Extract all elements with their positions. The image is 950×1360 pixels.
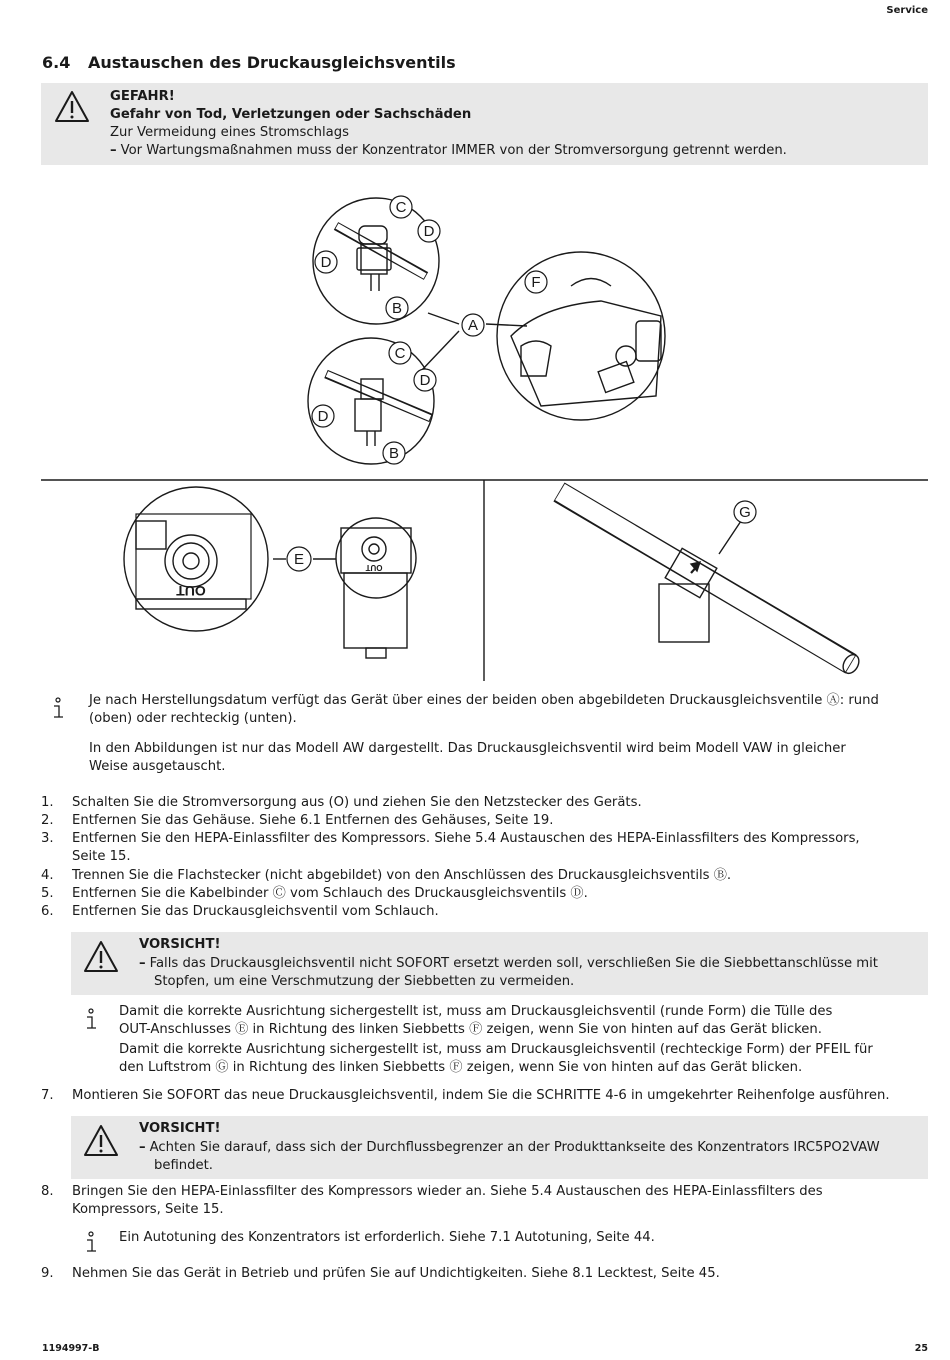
warning-triangle-icon <box>83 940 119 973</box>
rect-valve-detail <box>308 338 434 464</box>
callout-b2 <box>383 442 405 464</box>
note1-p1-line2: (oben) oder rechteckig (unten). <box>89 711 297 726</box>
callout-d1 <box>418 220 440 242</box>
running-header: Service <box>886 5 928 16</box>
warning-triangle-icon <box>54 90 90 123</box>
svg-text:C: C <box>395 199 407 216</box>
callout-c2 <box>389 342 411 364</box>
caution1-line1-text: Falls das Druckausgleichsventil nicht SOFORT ersetzt werden soll, verschließen Sie die Siebbettanschlüsse mit <box>149 956 878 971</box>
svg-text:C: C <box>394 345 406 362</box>
out-label-small: OUT <box>365 563 383 572</box>
caution1-line2: Stopfen, um eine Verschmutzung der Siebbetten zu vermeiden. <box>154 974 575 989</box>
svg-text:G: G <box>739 504 751 521</box>
info-icon <box>82 1231 100 1255</box>
caution2-line1: – Achten Sie darauf, dass sich der Durchflussbegrenzer an der Produkttankseite des Konzentrators IRC5PO2VAW <box>139 1140 880 1155</box>
svg-text:A: A <box>467 317 479 334</box>
section-title <box>42 53 456 72</box>
footer-page-number: 25 <box>914 1343 928 1354</box>
svg-text:E: E <box>293 551 305 568</box>
danger-item-text: Vor Wartungsmaßnahmen muss der Konzentrator IMMER von der Stromversorgung getrennt werden. <box>120 143 787 158</box>
section-title-text: Austauschen des Druckausgleichsventils <box>88 53 456 72</box>
info-icon <box>49 697 67 721</box>
callout-c1 <box>390 196 412 218</box>
callout-e <box>287 547 311 571</box>
note1-p2-line2: Weise ausgetauscht. <box>89 759 226 774</box>
note1-p1-line1: Je nach Herstellungsdatum verfügt das Gerät über eines der beiden oben abgebildeten Druckausgleichsventile Ⓐ: rund <box>89 693 879 708</box>
caution2-line1-text: Achten Sie darauf, dass sich der Durchflussbegrenzer an der Produkttankseite des Konzentrators IRC5PO2VAW <box>149 1140 880 1155</box>
callout-b1 <box>386 297 408 319</box>
out-label-large: OUT <box>176 583 206 599</box>
svg-text:D: D <box>419 372 431 389</box>
caution-box-1 <box>71 932 928 995</box>
concentrator-detail <box>497 252 665 420</box>
danger-item: – Vor Wartungsmaßnahmen muss der Konzentrator IMMER von der Stromversorgung getrennt werden. <box>110 143 787 158</box>
footer-doc-number: 1194997-B <box>42 1343 100 1354</box>
note1-p2-line1: In den Abbildungen ist nur das Modell AW dargestellt. Das Druckausgleichsventil wird beim Modell VAW in gleicher <box>89 741 846 756</box>
caution1-label: VORSICHT! <box>139 937 221 952</box>
danger-box <box>41 83 928 165</box>
callout-g <box>734 501 756 523</box>
svg-text:D: D <box>423 223 435 240</box>
caution1-line1: – Falls das Druckausgleichsventil nicht SOFORT ersetzt werden soll, verschließen Sie die Siebbettanschlüsse mit <box>139 956 878 971</box>
caution-box-2 <box>71 1116 928 1179</box>
svg-text:F: F <box>531 274 541 291</box>
warning-triangle-icon <box>83 1124 119 1157</box>
valve-illustration <box>41 186 928 681</box>
section-number: 6.4 <box>42 53 71 72</box>
caution2-line2: befindet. <box>154 1158 213 1173</box>
danger-heading: Gefahr von Tod, Verletzungen oder Sachschäden <box>110 107 472 122</box>
danger-label: GEFAHR! <box>110 89 175 104</box>
svg-text:B: B <box>388 445 400 462</box>
callout-d3 <box>414 369 436 391</box>
note2-a-line1: Damit die korrekte Ausrichtung sichergestellt ist, muss am Druckausgleichsventil (runde Form) die Tülle des <box>119 1004 833 1019</box>
callout-f <box>525 271 547 293</box>
info-icon <box>82 1008 100 1032</box>
danger-intro: Zur Vermeidung eines Stromschlags <box>110 125 349 140</box>
svg-text:B: B <box>391 300 403 317</box>
callout-a <box>462 314 484 336</box>
note3-text: Ein Autotuning des Konzentrators ist erforderlich. Siehe 7.1 Autotuning, Seite 44. <box>119 1230 655 1245</box>
note2-b-line1: Damit die korrekte Ausrichtung sichergestellt ist, muss am Druckausgleichsventil (rechteckige Form) der PFEIL für <box>119 1042 873 1057</box>
note2-b-line2: den Luftstrom Ⓖ in Richtung des linken Siebbetts Ⓕ zeigen, wenn Sie von hinten auf das Gerät blicken. <box>119 1060 803 1075</box>
svg-text:D: D <box>317 408 329 425</box>
note2-a-line2: OUT-Anschlusses Ⓔ in Richtung des linken Siebbetts Ⓕ zeigen, wenn Sie von hinten auf das Gerät blicken. <box>119 1022 822 1037</box>
callout-d4 <box>312 405 334 427</box>
callout-d2 <box>315 251 337 273</box>
svg-text:D: D <box>320 254 332 271</box>
caution2-label: VORSICHT! <box>139 1121 221 1136</box>
